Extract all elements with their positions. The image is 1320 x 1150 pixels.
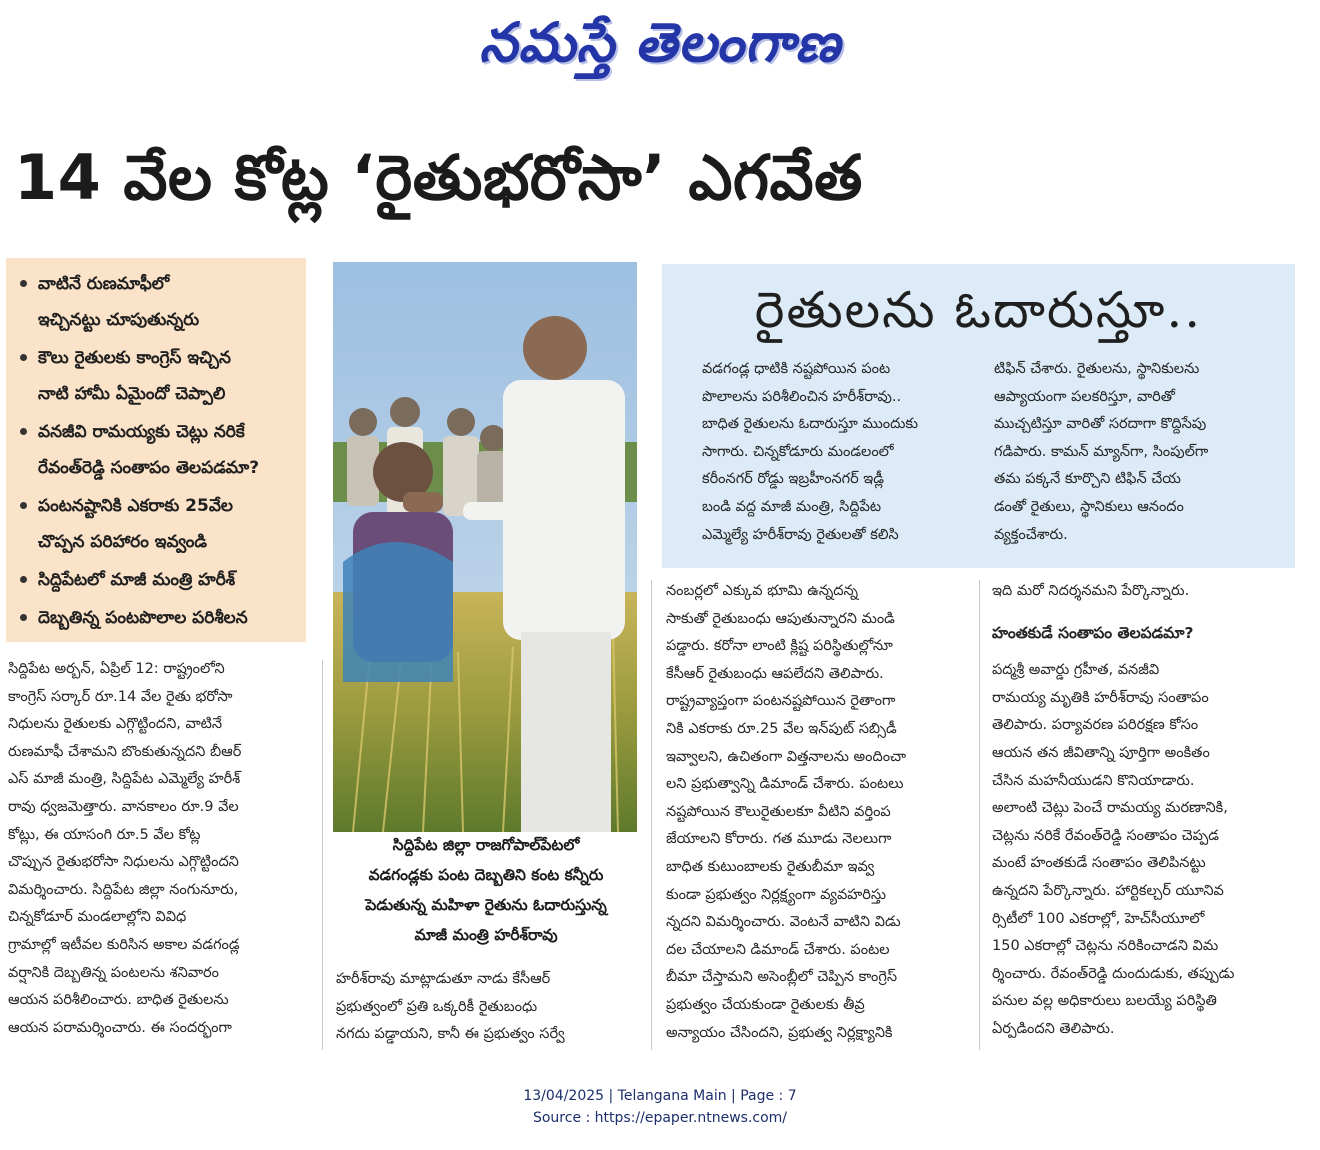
side-story-box [662, 264, 1295, 568]
article-line: వ్యక్తంచేశారు. [994, 526, 1068, 543]
article-line: టిఫిన్ చేశారు. రైతులను, స్థానికులను [994, 361, 1200, 377]
highlight-item [16, 488, 298, 560]
highlight-line: వనజీవి రామయ్యకు చెట్లు నరికే [38, 422, 245, 442]
article-line: గ్రామాల్లో ఇటీవల కురిసిన అకాల వడగండ్ల [8, 936, 240, 953]
caption-line: సిద్దిపేట జిల్లా రాజగోపాల్‌పేటలో [392, 836, 580, 854]
article-line: ర్శించారు. రేవంత్‌రెడ్డి దుందుడుకు, తప్పుడు [992, 965, 1235, 982]
article-line: అలాంటి చెట్లు పెంచే రామయ్య మరణానికి, [992, 800, 1228, 817]
article-line: వర్షానికి దెబ్బతిన్న పంటలను శనివారం [8, 964, 219, 981]
article-line: రామయ్య మృతికి హరీశ్‌రావు సంతాపం [992, 689, 1209, 706]
column-divider [979, 580, 980, 1050]
bullet-icon [20, 502, 27, 509]
article-line: చొప్పున రైతుభరోసా నిధులను ఎగ్గొట్టిందని [8, 854, 239, 871]
news-photo [333, 262, 637, 832]
article-line: కోట్లు, ఈ యాసంగి రూ.5 వేల కోట్ల [8, 826, 201, 843]
article-line: చెట్లను నరికే రేవంత్‌రెడ్డి సంతాపం చెప్పడ [992, 827, 1219, 844]
article-line: కేసీఆర్ రైతుబంధు ఆపలేదని తెలిపారు. [666, 665, 884, 682]
article-line: సిద్దిపేట అర్బన్, ఏప్రిల్ 12: రాష్ట్రంలోని [8, 661, 225, 677]
article-line: తెలిపారు. పర్యావరణ పరిరక్షణ కోసం [992, 717, 1199, 734]
caption-line: మాజీ మంత్రి హరీశ్‌రావు [414, 926, 558, 944]
article-line: నష్టపోయిన కౌలురైతులకూ వీటిని వర్తింప [666, 803, 891, 820]
highlight-line: సిద్దిపేటలో మాజీ మంత్రి హరీశ్ [38, 570, 236, 590]
highlight-line: పంటనష్టానికి ఎకరాకు 25వేల [38, 496, 233, 516]
article-column-2 [336, 966, 636, 1049]
article-line: బండి వద్ద మాజీ మంత్రి, సిద్దిపేట [702, 498, 882, 515]
article-line: ఆయన తన జీవితాన్ని పూర్తిగా అంకితం [992, 744, 1210, 761]
section-subheading: హంతకుడే సంతాపం తెలపడమా? [992, 623, 1194, 642]
article-line: అన్యాయం చేసిందని, ప్రభుత్వ నిర్లక్ష్యానికి [666, 1024, 893, 1041]
column-divider [322, 660, 323, 1050]
side-story-left-column [702, 356, 972, 549]
article-line: నిధులను రైతులకు ఎగ్గొట్టిందని, వాటినే [8, 716, 223, 733]
farmers-field-photo [333, 262, 637, 832]
highlight-item [16, 266, 298, 338]
article-line: పద్మశ్రీ అవార్డు గ్రహీత, వనజీవి [992, 662, 1160, 679]
highlight-line: నాటి హామీ ఏమైందో చెప్పాలి [38, 384, 226, 404]
highlight-line: ఇచ్చినట్టు చూపుతున్నరు [38, 310, 200, 330]
article-line: ప్రభుత్వంలో ప్రతి ఒక్కరికీ రైతుబంధు [336, 998, 538, 1015]
bullet-icon [20, 354, 27, 361]
highlight-line: రేవంత్‌రెడ్డి సంతాపం తెలపడమా? [38, 458, 260, 478]
article-column-1 [8, 656, 308, 1042]
article-line: ఆప్యాయంగా పలకరిస్తూ, వారితో [994, 388, 1175, 405]
article-line: ప్రభుత్వం చేయకుండా రైతులకు తీవ్ర [666, 996, 865, 1013]
article-line: ఆయన పరిశీలించారు. బాధిత రైతులను [8, 992, 229, 1009]
article-line: రుణమాఫీ చేశామని బొంకుతున్నదని బీఆర్ [8, 743, 242, 760]
side-story-right-column [994, 356, 1264, 549]
article-line: ఏర్పడిందని తెలిపారు. [992, 1020, 1115, 1037]
article-line: ముచ్చటిస్తూ వారితో సరదాగా కొద్దిసేపు [994, 416, 1207, 433]
article-column-3 [666, 578, 968, 1047]
side-story-title: రైతులను ఓదారుస్తూ.. [754, 281, 1203, 339]
article-line: న్నదని విమర్శించారు. వెంటనే వాటిని విడు [666, 914, 901, 931]
footer-source: Source : https://epaper.ntnews.com/ [532, 1110, 788, 1126]
article-line: కుండా ప్రభుత్వం నిర్లక్ష్యంగా వ్యవహరిస్తు [666, 886, 887, 903]
article-line: రాష్ట్రవ్యాప్తంగా పంటనష్టపోయిన రైతాంగా [666, 693, 896, 710]
article-line: చిన్నకోడూర్ మండలాల్లోని వివిధ [8, 909, 187, 926]
bullet-icon [20, 428, 27, 435]
article-line: పడ్డారు. కరోనా లాంటి క్లిష్ట పరిస్థితుల్లోనూ [666, 638, 893, 655]
article-line: జేయాలని కోరారు. గత మూడు నెలలుగా [666, 831, 892, 848]
highlight-line: చొప్పన పరిహారం ఇవ్వండి [38, 532, 207, 552]
article-line: నికి ఎకరాకు రూ.25 వేల ఇన్‌పుట్ సబ్సిడీ [666, 720, 897, 737]
article-line: తమ పక్కనే కూర్చొని టిఫిన్ చేయ [994, 471, 1181, 488]
article-line: కాంగ్రెస్ సర్కార్ రూ.14 వేల రైతు భరోసా [8, 688, 233, 705]
caption-line: వడగండ్లకు పంట దెబ్బతిని కంట కన్నీరు [368, 866, 604, 884]
article-line: సాగారు. చిన్నకోడూరు మండలంలో [702, 443, 894, 460]
headline: 14 వేల కోట్ల ‘రైతుభరోసా’ ఎగవేత [14, 141, 863, 214]
highlight-line: కౌలు రైతులకు కాంగ్రెస్ ఇచ్చిన [38, 348, 231, 368]
masthead-logo: నమస్తే తెలంగాణ [479, 10, 841, 74]
article-line: నంబర్లలో ఎక్కువ భూమి ఉన్నదన్న [666, 583, 858, 599]
article-line: కరీంనగర్ రోడ్డు ఇబ్రహీంనగర్ ఇడ్లీ [702, 471, 885, 488]
article-line: చేసిన మహనీయుడని కొనియాడారు. [992, 772, 1195, 789]
article-column-4 [992, 578, 1295, 1044]
article-line: హరీశ్‌రావు మాట్లాడుతూ నాడు కేసీఆర్ [336, 971, 551, 987]
article-line: లని ప్రభుత్వాన్ని డిమాండ్ చేశారు. పంటలు [666, 776, 904, 793]
article-line: ఇది మరో నిదర్శనమని పేర్కొన్నారు. [992, 583, 1190, 599]
highlight-item [16, 414, 298, 486]
article-line: దల చేయాలని డిమాండ్ చేశారు. పంటల [666, 941, 890, 958]
article-line: డంతో రైతులు, స్థానికులు ఆనందం [994, 498, 1184, 515]
article-line: ఉన్నదని పేర్కొన్నారు. హార్టికల్చర్ యూనివ [992, 882, 1224, 899]
article-line: 150 ఎకరాల్లో చెట్లను నరికించాడని విమ [992, 938, 1219, 955]
highlight-item [16, 562, 298, 598]
article-line: పనుల వల్ల అధికారులు బలయ్యే పరిస్థితి [992, 993, 1217, 1010]
bullet-icon [20, 614, 27, 621]
article-line: నగదు పడ్డాయని, కానీ ఈ ప్రభుత్వం సర్వే [336, 1026, 565, 1043]
article-line: బాధిత కుటుంబాలకు రైతుబీమా ఇవ్వ [666, 858, 875, 875]
footer-date-edition: 13/04/2025 | Telangana Main | Page : 7 [523, 1088, 797, 1104]
article-line: విమర్శించారు. సిద్దిపేట జిల్లా నంగునూరు, [8, 881, 239, 898]
highlight-item [16, 600, 298, 636]
highlight-item [16, 340, 298, 412]
caption-line: పెడుతున్న మహిళా రైతును ఓదారుస్తున్న [365, 896, 607, 914]
article-line: ఆయన పరామర్శించారు. ఈ సందర్భంగా [8, 1019, 232, 1036]
highlights-box [6, 258, 306, 642]
article-line: బాధిత రైతులను ఓదారుస్తూ ముందుకు [702, 416, 918, 433]
page-footer [0, 1085, 1320, 1129]
article-line: రావు ధ్వజమెత్తారు. వానకాలం రూ.9 వేల [8, 798, 239, 815]
article-line: ఇవ్వాలని, ఉచితంగా విత్తనాలను అందించా [666, 748, 907, 765]
bullet-icon [20, 576, 27, 583]
highlight-line: వాటినే రుణమాఫీలో [38, 274, 170, 294]
article-line: గడిపారు. కామన్ మ్యాన్‌గా, సింపుల్‌గా [994, 443, 1209, 460]
article-line: బీమా చేస్తామని అసెంబ్లీలో చెప్పిన కాంగ్రెస్ [666, 969, 898, 986]
photo-caption [336, 830, 636, 950]
article-line: ఎస్ మాజీ మంత్రి, సిద్దిపేట ఎమ్మెల్యే హరీశ్ [8, 771, 241, 788]
column-divider [651, 580, 652, 1050]
article-line: మంటే హంతకుడే సంతాపం తెలిపినట్టు [992, 855, 1206, 872]
article-line: పొలాలను పరిశీలించిన హరీశ్‌రావు.. [702, 388, 902, 405]
article-line: ర్సిటీలో 100 ఎకరాల్లో, హెచ్‌సీయూలో [992, 910, 1205, 927]
highlight-line: దెబ్బతిన్న పంటపొలాల పరిశీలన [38, 608, 248, 628]
article-line: ఎమ్మెల్యే హరీశ్‌రావు రైతులతో కలిసి [702, 526, 899, 543]
bullet-icon [20, 280, 27, 287]
article-line: వడగండ్ల ధాటికి నష్టపోయిన పంట [702, 361, 891, 377]
article-line: సాకుతో రైతుబంధు ఆపుతున్నారని మండి [666, 610, 895, 627]
